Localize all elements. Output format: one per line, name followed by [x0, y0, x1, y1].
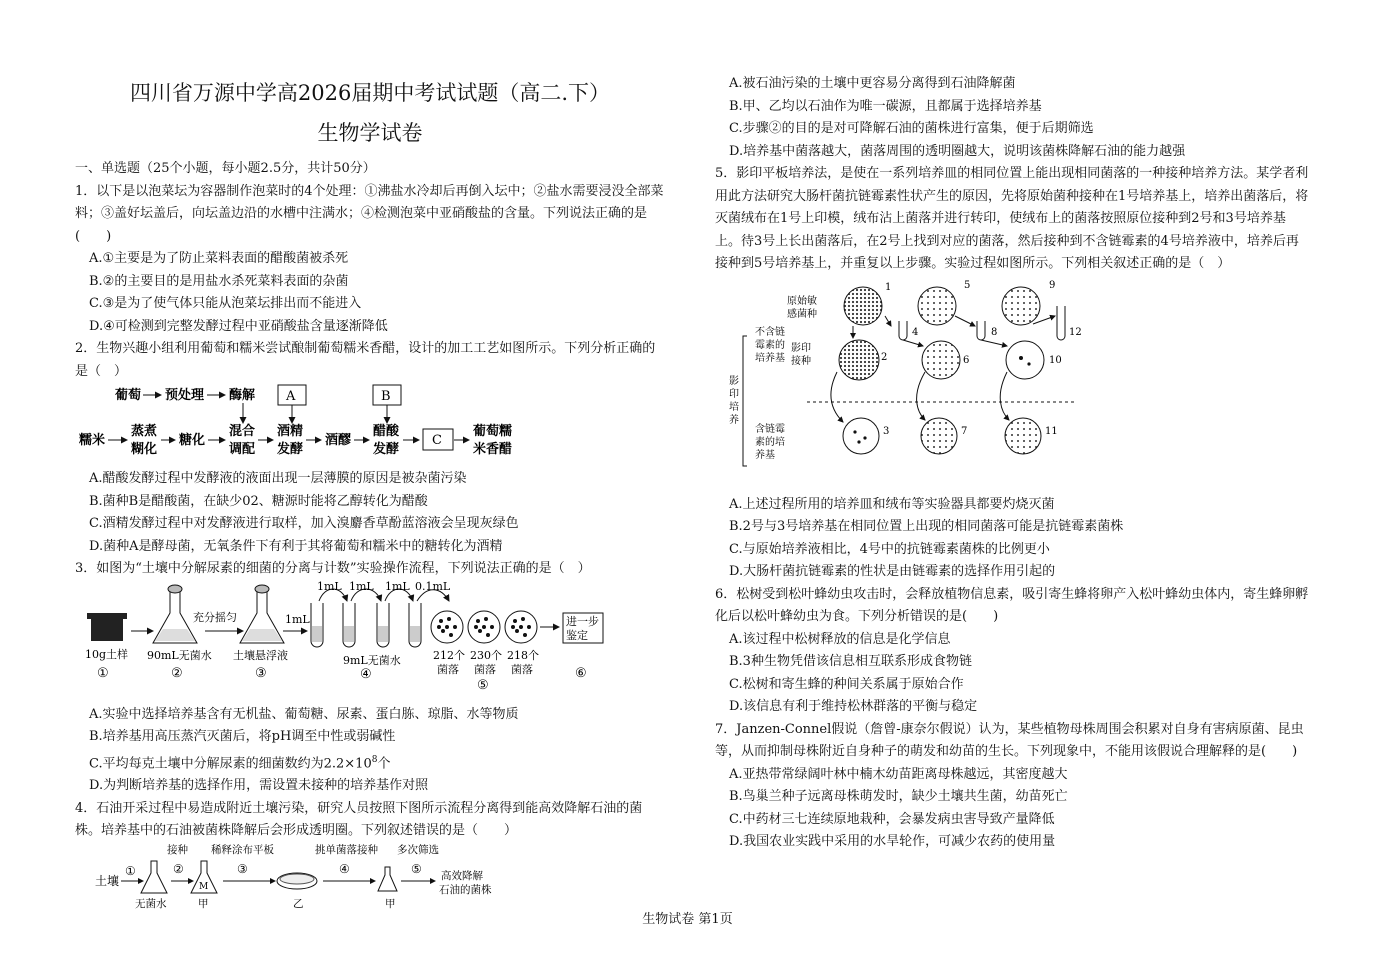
ml-label-01: 0.1mL — [415, 580, 451, 593]
inoculate-label: 接种 — [167, 843, 188, 856]
q1-option-d: D.④可检测到完整发酵过程中亚硝酸盐含量逐渐降低 — [89, 318, 388, 334]
plate-7-icon — [921, 418, 957, 454]
dilute-label: 稀释涂布平板 — [211, 843, 274, 856]
soil-label: 10g土样 — [85, 647, 129, 661]
side-label-3: 培 — [729, 401, 739, 413]
label-rice: 糯米 — [79, 433, 106, 448]
q7-option-c: C.中药材三七连续原地栽种，会暴发病虫害导致产量降低 — [729, 811, 1055, 827]
no-strep-label-1: 不含链 — [755, 326, 785, 338]
label-saccharify: 糖化 — [179, 433, 206, 448]
question-4-stem: 4．石油开采过程中易造成附近土壤污染，研究人员按照下图所示流程分离得到能高效降解石油的菌株。培养基中的石油被菌株降解后会形成透明圈。下列叙述错误的是（ ） — [75, 800, 643, 839]
ml-label-1: 1mL — [285, 612, 310, 626]
has-strep-label-1: 含链霉 — [755, 423, 785, 435]
svg-text:M: M — [199, 881, 209, 892]
plate-2-icon — [839, 340, 879, 380]
soil-label: 土壤 — [95, 873, 120, 888]
plate-11-icon — [1005, 418, 1041, 454]
flask-water-icon — [141, 861, 167, 893]
step-5: ⑤ — [477, 677, 489, 693]
label-12: 12 — [1069, 326, 1082, 338]
label-product1: 葡萄糯 — [473, 424, 513, 439]
q4-option-c: C.步骤②的目的是对可降解石油的菌株进行富集，便于后期筛选 — [729, 121, 1094, 136]
question-3-stem: 3．如图为“土壤中分解尿素的细菌的分离与计数”实验操作流程，下列说法正确的是（ ） — [75, 561, 591, 576]
q4-option-b: B.甲、乙均以石油作为唯一碳源，且都属于选择培养基 — [729, 98, 1042, 114]
label-9: 9 — [1049, 279, 1056, 291]
label-ferment2: 发酵 — [373, 442, 400, 457]
q3-option-c-exp: 8 — [371, 754, 378, 765]
plate-3-icon — [843, 418, 879, 454]
water-label: 无菌水 — [135, 897, 167, 910]
has-strep-label-3: 养基 — [755, 449, 775, 461]
replica-label-2: 接种 — [791, 355, 811, 367]
shake-label: 充分摇匀 — [193, 610, 237, 624]
water-9-label: 9mL无菌水 — [343, 653, 401, 667]
suspension-label: 土壤悬浮液 — [233, 648, 288, 662]
label-6: 6 — [963, 354, 970, 366]
side-label-4: 养 — [729, 414, 739, 426]
count-2: 230个 — [470, 648, 502, 662]
step-3: ③ — [237, 861, 248, 876]
q2-option-b: B.菌种B是醋酸菌，在缺少02、糖源时能将乙醇转化为醋酸 — [89, 493, 428, 509]
ml-label-c: 1mL — [385, 580, 410, 593]
plate-6-icon — [922, 341, 960, 379]
plate-1-icon — [844, 287, 882, 325]
label-8: 8 — [991, 326, 998, 338]
jia2-label: 甲 — [385, 897, 396, 910]
plate-10-icon — [1006, 341, 1044, 379]
jia-label: 甲 — [198, 897, 209, 910]
q5-option-b: B.2号与3号培养基在相同位置上出现的相同菌落可能是抗链霉素菌株 — [729, 519, 1124, 534]
label-mash: 酒醪 — [325, 433, 352, 448]
q6-option-d: D.该信息有利于维持松林群落的平衡与稳定 — [729, 699, 978, 714]
count-1: 212个 — [433, 648, 465, 662]
q7-option-a: A.亚热带常绿阔叶林中楠木幼苗距离母株越远，其密度越大 — [729, 766, 1068, 782]
label-mix: 混合 — [229, 424, 256, 439]
page-footer: 生物试卷 第1页 — [642, 912, 733, 927]
label-alcohol: 酒精 — [277, 424, 304, 439]
label-steam: 蒸煮 — [131, 424, 158, 439]
label-ferment1: 发酵 — [277, 442, 304, 457]
box-c-label: C — [432, 433, 442, 448]
count-3: 218个 — [507, 648, 539, 662]
colony-label-3: 菌落 — [511, 662, 533, 676]
label-7: 7 — [961, 425, 968, 437]
q1-option-b: B.②的主要目的是用盐水杀死菜料表面的杂菌 — [89, 273, 349, 289]
label-4: 4 — [912, 326, 919, 338]
left-column — [75, 0, 665, 918]
step-6: ⑥ — [575, 665, 587, 681]
q1-option-a: A.①主要是为了防止菜料表面的醋酸菌被杀死 — [89, 251, 349, 266]
ml-label-b: 1mL — [349, 580, 374, 593]
ident-label-2: 鉴定 — [566, 628, 588, 642]
q1-option-c: C.③是为了使气体只能从泡菜坛排出而不能进入 — [89, 296, 362, 311]
yi-label: 乙 — [293, 897, 304, 910]
replica-label-1: 影印 — [791, 342, 811, 354]
q3-option-c-text: C.平均每克土壤中分解尿素的细菌数约为2.2×10 — [89, 755, 372, 771]
label-product2: 米香醋 — [473, 442, 513, 457]
step-1: ① — [125, 863, 136, 878]
side-label-2: 印 — [729, 388, 739, 400]
q6-option-b: B.3种生物凭借该信息相互联系形成食物链 — [729, 654, 972, 669]
q3-option-a: A.实验中选择培养基含有无机盐、葡萄糖、尿素、蛋白胨、琼脂、水等物质 — [89, 706, 519, 722]
q3-option-c — [75, 749, 665, 776]
q5-replica-plating-diagram — [715, 276, 1310, 494]
q7-option-b: B.鸟巢兰种子远离母株萌发时，缺少土壤共生菌，幼苗死亡 — [729, 789, 1068, 804]
tube-8-icon — [977, 321, 985, 340]
multi-label: 多次筛选 — [397, 843, 439, 856]
colony-label-1: 菌落 — [437, 662, 459, 676]
colony-label-2: 菌落 — [474, 662, 496, 676]
q3-option-d: D.为判断培养基的选择作用，需设置未接种的培养基作对照 — [89, 778, 429, 794]
right-column — [715, 73, 1310, 854]
label-2: 2 — [881, 351, 888, 363]
label-11: 11 — [1045, 425, 1058, 437]
q4-process-diagram — [75, 843, 665, 918]
label-grape: 葡萄 — [115, 388, 142, 403]
step-4: ④ — [339, 861, 350, 876]
q3-option-b: B.培养基用高压蒸汽灭菌后，将pH调至中性或弱碱性 — [89, 729, 396, 744]
plate-5-icon — [918, 287, 956, 325]
step-3: ③ — [255, 665, 267, 681]
plate-9-icon — [1002, 287, 1040, 325]
q2-process-diagram — [75, 383, 665, 468]
q3-option-c-unit: 个 — [377, 755, 391, 771]
question-2-stem: 2．生物兴趣小组利用葡萄和糯米尝试酿制葡萄糯米香醋，设计的加工工艺如图所示。下列分析正确的是（ ） — [75, 341, 656, 379]
question-7-stem: 7．Janzen-Connel假说（詹曾-康奈尔假说）认为，某些植物母株周围会积累对自身有害病原菌、昆虫等，从而抑制母株附近自身种子的萌发和幼苗的生长。下列现象中，不能用该假说合理解释的是( ) — [715, 721, 1304, 759]
question-5-stem: 5．影印平板培养法，是使在一系列培养皿的相同位置上能出现相同菌落的一种接种培养方法。某学者利用此方法研究大肠杆菌抗链霉素性状产生的原因，先将原始菌种接种在1号培养基上，培养出菌落后，将灭菌绒布在1号上印模，绒布沾上菌落并进行转印，使绒布上的菌落按照原位接种到2号和3号培养基上。待3号上长出菌落后，在2号上找到对应的菌落，然后接种到不含链霉素的4号培养液中，培养后再接种到5号培养基上，并重复以上步骤。实验过程如图所示。下列相关叙述正确的是（ ） — [715, 166, 1309, 271]
label-gelat: 糊化 — [131, 442, 158, 457]
label-5: 5 — [964, 279, 971, 291]
orig-label-2: 感菌种 — [787, 308, 817, 320]
box-b-label: B — [381, 389, 391, 404]
q4-option-d: D.培养基中菌落越大，菌落周围的透明圈越大，说明该菌株降解石油的能力越强 — [729, 143, 1186, 159]
no-strep-label-3: 培养基 — [755, 352, 785, 364]
q5-option-c: C.与原始培养液相比，4号中的抗链霉素菌株的比例更小 — [729, 541, 1050, 557]
q5-option-a: A.上述过程所用的培养皿和绒布等实验器具都要灼烧灭菌 — [729, 496, 1055, 512]
page-subtitle: 生物学试卷 — [317, 121, 423, 145]
question-1-stem: 1．以下是以泡菜坛为容器制作泡菜时的4个处理：①沸盐水冷却后再倒入坛中；②盐水需要浸没全部菜料；③盖好坛盖后，向坛盖边沿的水槽中注满水；④检测泡菜中亚硝酸盐的含量。下列说法正确的是( ) — [75, 183, 664, 244]
label-10: 10 — [1049, 354, 1062, 366]
q4-option-a: A.被石油污染的土壤中更容易分离得到石油降解菌 — [729, 76, 1016, 91]
label-3: 3 — [883, 425, 890, 437]
ml-label-a: 1mL — [317, 580, 342, 593]
ident-label-1: 进一步 — [566, 614, 599, 628]
step-1: ① — [97, 665, 109, 681]
tube-12-icon — [1057, 306, 1065, 340]
orig-label-1: 原始敏 — [787, 295, 817, 307]
soil-sample-icon — [91, 617, 123, 641]
label-adjust: 调配 — [229, 442, 256, 457]
label-acetic: 醋酸 — [373, 424, 400, 439]
q6-option-c: C.松树和寄生蜂的种间关系属于原始合作 — [729, 676, 964, 692]
step-4: ④ — [360, 666, 372, 682]
step-2: ② — [173, 861, 184, 876]
result-label-2: 石油的菌株 — [439, 883, 492, 896]
tube-4-icon — [899, 321, 907, 340]
step-5: ⑤ — [411, 861, 422, 876]
question-6-stem: 6．松树受到松叶蜂幼虫攻击时，会释放植物信息素，吸引寄生蜂将卵产入松叶蜂幼虫体内，寄生蜂卵孵化后以松叶蜂幼虫为食。下列分析错误的是( ) — [715, 586, 1309, 624]
side-label-1: 影 — [729, 375, 739, 387]
q2-option-c: C.酒精发酵过程中对发酵液进行取样，加入溴麝香草酚蓝溶液会呈现灰绿色 — [89, 516, 519, 531]
label-1: 1 — [885, 281, 892, 293]
result-label-1: 高效降解 — [441, 869, 483, 882]
box-a-label: A — [286, 389, 296, 404]
q6-option-a: A.该过程中松树释放的信息是化学信息 — [729, 631, 951, 647]
pick-label: 挑单菌落接种 — [315, 843, 378, 856]
section-heading: 一、单选题（25个小题，每小题2.5分，共计50分） — [75, 161, 376, 176]
water-90-label: 90mL无菌水 — [147, 648, 212, 662]
q5-option-d: D.大肠杆菌抗链霉素的性状是由链霉素的选择作用引起的 — [729, 564, 1056, 579]
has-strep-label-2: 素的培 — [755, 436, 785, 448]
q3-process-diagram — [75, 581, 665, 704]
label-enzyme: 酶解 — [229, 388, 256, 403]
flask-jia2-icon — [378, 867, 397, 891]
step-2: ② — [171, 665, 183, 681]
q2-option-d: D.菌种A是酵母菌，无氧条件下有利于其将葡萄和糯米中的糖转化为酒精 — [89, 538, 503, 554]
no-strep-label-2: 霉素的 — [755, 339, 785, 351]
q7-option-d: D.我国农业实践中采用的水旱轮作，可减少农药的使用量 — [729, 834, 1056, 849]
label-pretreat: 预处理 — [165, 388, 205, 403]
q2-option-a: A.醋酸发酵过程中发酵液的液面出现一层薄膜的原因是被杂菌污染 — [89, 471, 467, 486]
page-title: 四川省万源中学高2026届期中考试试题（高二.下） — [129, 81, 611, 105]
